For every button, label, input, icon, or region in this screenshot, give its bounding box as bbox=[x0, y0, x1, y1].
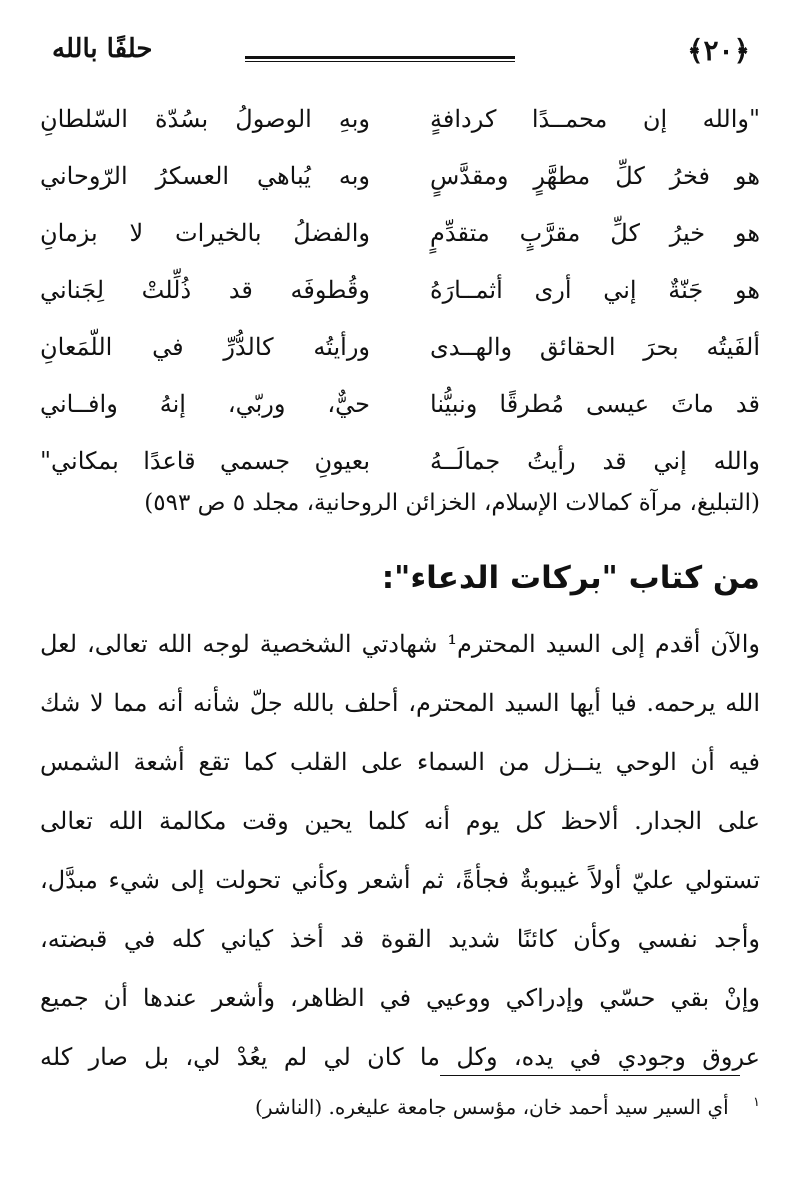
poem-hemistich-right: قد ماتَ عيسى مُطرقًا ونبيُّنا bbox=[430, 389, 760, 418]
poem-couplet bbox=[40, 318, 760, 375]
paragraph-line: تستولي عليّ أولاً غيبوبةٌ فجأةً، ثم أشعر وكأني تحولت إلى شيء مبدَّل، bbox=[40, 866, 760, 894]
poem-couplet bbox=[40, 261, 760, 318]
page-number: ﴿٢٠﴾ bbox=[687, 34, 750, 67]
poem-couplet bbox=[40, 432, 760, 489]
poem-hemistich-right: هو جَنّةٌ إني أرى أثمــارَهُ bbox=[430, 275, 760, 304]
page-header bbox=[40, 28, 760, 76]
source-citation: (التبليغ، مرآة كمالات الإسلام، الخزائن الروحانية، مجلد ٥ ص ٥٩٣) bbox=[144, 490, 760, 516]
poem-couplet bbox=[40, 90, 760, 147]
section-heading: من كتاب "بركات الدعاء": bbox=[381, 560, 760, 596]
footnote-text: أي السير سيد أحمد خان، مؤسس جامعة عليغره. (الناشر) bbox=[255, 1095, 729, 1119]
header-rule bbox=[245, 56, 515, 62]
paragraph-line: الله يرحمه. فيا أيها السيد المحترم، أحلف بالله جلّ شأنه أنه مما لا شك bbox=[40, 689, 760, 717]
footnote bbox=[40, 1095, 760, 1119]
paragraph-line: وأجد نفسي وكأن كائنًا شديد القوة قد أخذ كياني كله في قبضته، bbox=[40, 925, 761, 953]
poem-hemistich-left: بعيونِ جسمي قاعدًا بمكاني" bbox=[40, 446, 370, 475]
body-paragraph bbox=[40, 615, 760, 1087]
poem-couplet bbox=[40, 147, 760, 204]
poem-couplet bbox=[40, 375, 760, 432]
paragraph-line: فيه أن الوحي ينــزل من السماء على القلب كما تقع أشعة الشمس bbox=[40, 748, 760, 776]
footnote-marker: ١ bbox=[753, 1095, 760, 1111]
footnote-separator bbox=[440, 1075, 740, 1076]
poem-hemistich-left: حيٌّ، وربّي، إنهُ وافــاني bbox=[40, 389, 370, 418]
poem-hemistich-right: "والله إن محمــدًا كردافةٍ bbox=[430, 104, 760, 133]
running-title: حلفًا بالله bbox=[52, 34, 153, 64]
poem-hemistich-left: وقُطوفَه قد ذُلِّلتْ لِجَناني bbox=[40, 275, 370, 304]
poem-hemistich-left: ورأيتُه كالدُّرِّ في اللّمَعانِ bbox=[40, 332, 370, 361]
poem-hemistich-left: وبه يُباهي العسكرُ الرّوحاني bbox=[40, 161, 370, 190]
paragraph-line: عروق وجودي في يده، وكل ما كان لي لم يعُدْ لي، بل صار كله bbox=[40, 1043, 760, 1071]
paragraph-line: والآن أقدم إلى السيد المحترم¹ شهادتي الشخصية لوجه الله تعالى، لعل bbox=[40, 630, 760, 658]
poem-couplet bbox=[40, 204, 760, 261]
poem-hemistich-right: والله إني قد رأيتُ جمالَــهُ bbox=[430, 446, 760, 475]
paragraph-line: وإنْ بقي حسّي وإدراكي ووعيي في الظاهر، وأشعر عندها أن جميع bbox=[40, 984, 761, 1012]
paragraph-line: على الجدار. ألاحظ كل يوم أنه كلما يحين وقت مكالمة الله تعالى bbox=[40, 807, 760, 835]
poem-hemistich-left: وبهِ الوصولُ بسُدّة السّلطانِ bbox=[40, 104, 370, 133]
poem-hemistich-right: ألفَيتُه بحرَ الحقائق والهــدى bbox=[430, 332, 760, 361]
poem-hemistich-right: هو فخرُ كلِّ مطهَّرٍ ومقدَّسٍ bbox=[430, 161, 760, 190]
poem-hemistich-left: والفضلُ بالخيرات لا بزمانِ bbox=[40, 218, 370, 247]
poem bbox=[40, 90, 760, 489]
poem-hemistich-right: هو خيرُ كلِّ مقرَّبٍ متقدِّمٍ bbox=[430, 218, 760, 247]
